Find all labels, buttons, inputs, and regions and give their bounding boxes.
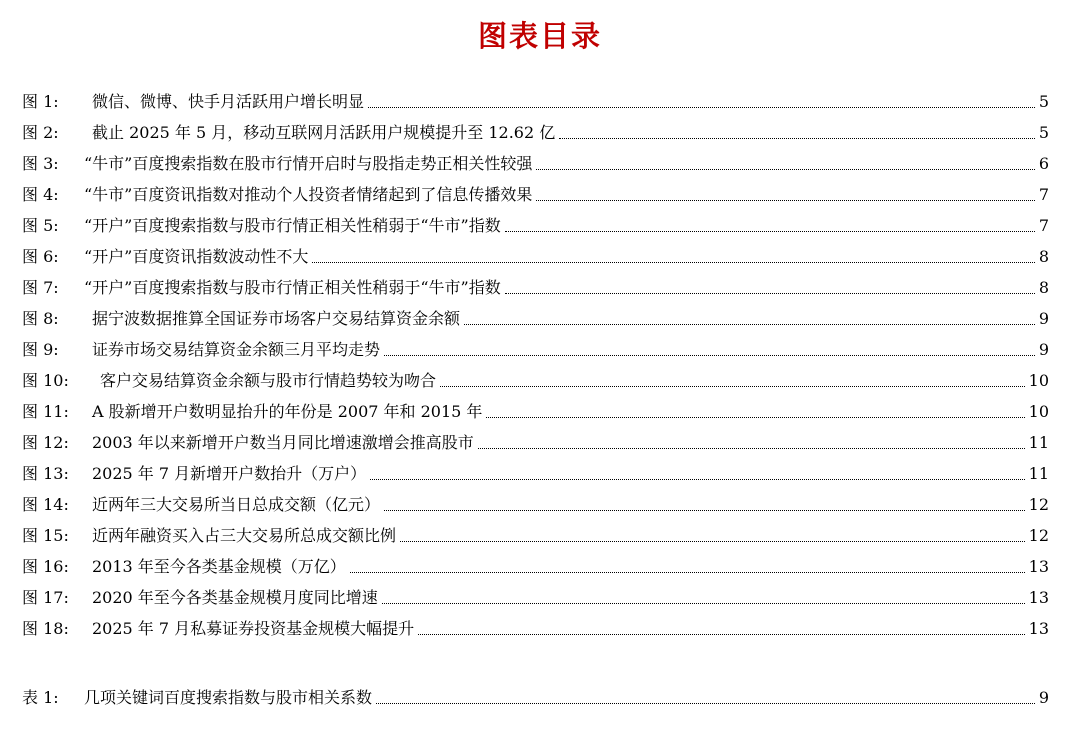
figure-label: 图 2: [22, 123, 59, 142]
page-number: 10 [1028, 402, 1049, 421]
figure-title: 客户交易结算资金余额与股市行情趋势较为吻合 [100, 371, 437, 390]
toc-row-figure-8[interactable] [22, 305, 1049, 333]
dot-leader [418, 633, 1024, 635]
figure-title: 证券市场交易结算资金余额三月平均走势 [92, 340, 381, 359]
page-number: 6 [1038, 154, 1049, 173]
figure-title: A 股新增开户数明显抬升的年份是 2007 年和 2015 年 [92, 402, 483, 421]
dot-leader [312, 261, 1034, 263]
figure-label: 图 16: [22, 557, 69, 576]
figure-label: 图 14: [22, 495, 69, 514]
table-label: 表 1: [22, 688, 59, 707]
toc-row-table-1[interactable] [22, 684, 1049, 712]
page-number: 12 [1028, 526, 1049, 545]
figure-title: 微信、微博、快手月活跃用户增长明显 [92, 92, 365, 111]
toc-row-figure-11[interactable] [22, 398, 1049, 426]
toc-row-figure-5[interactable] [22, 212, 1049, 240]
figure-label: 图 4: [22, 185, 59, 204]
table-title: 几项关键词百度搜索指数与股市相关系数 [84, 688, 373, 707]
toc-row-figure-13[interactable] [22, 460, 1049, 488]
figure-label: 图 5: [22, 216, 59, 235]
dot-leader [440, 385, 1025, 387]
dot-leader [384, 509, 1025, 511]
page-number: 11 [1028, 464, 1049, 483]
figure-title: “开户”百度搜索指数与股市行情正相关性稍弱于“牛市”指数 [84, 278, 501, 297]
figure-label: 图 7: [22, 278, 59, 297]
dot-leader [384, 354, 1035, 356]
figure-title: 2013 年至今各类基金规模（万亿） [92, 557, 346, 576]
toc-row-figure-2[interactable] [22, 119, 1049, 147]
toc-row-figure-6[interactable] [22, 243, 1049, 271]
figure-title: “牛市”百度资讯指数对推动个人投资者情绪起到了信息传播效果 [84, 185, 533, 204]
page-number: 13 [1028, 619, 1049, 638]
page-number: 9 [1038, 309, 1049, 328]
figure-title: 据宁波数据推算全国证券市场客户交易结算资金余额 [92, 309, 461, 328]
page-title: 图表目录 [477, 19, 602, 53]
figure-label: 图 15: [22, 526, 69, 545]
page-number: 5 [1038, 92, 1049, 111]
figure-label: 图 17: [22, 588, 69, 607]
figure-label: 图 11: [22, 402, 69, 421]
page-number: 9 [1038, 688, 1049, 707]
page-number: 9 [1038, 340, 1049, 359]
toc-row-figure-15[interactable] [22, 522, 1049, 550]
toc-row-figure-16[interactable] [22, 553, 1049, 581]
dot-leader [370, 478, 1024, 480]
figure-label: 图 12: [22, 433, 69, 452]
figure-title: “开户”百度资讯指数波动性不大 [84, 247, 309, 266]
page-number: 10 [1028, 371, 1049, 390]
page-number: 7 [1038, 185, 1049, 204]
dot-leader [400, 540, 1025, 542]
figure-label: 图 1: [22, 92, 59, 111]
figure-label: 图 9: [22, 340, 59, 359]
figure-title: 2020 年至今各类基金规模月度同比增速 [92, 588, 378, 607]
toc-row-figure-1[interactable] [22, 88, 1049, 116]
toc-row-figure-10[interactable] [22, 367, 1049, 395]
figure-label: 图 18: [22, 619, 69, 638]
dot-leader [376, 702, 1035, 704]
dot-leader [350, 571, 1025, 573]
figure-title: 截止 2025 年 5 月，移动互联网月活跃用户规模提升至 12.62 亿 [92, 123, 556, 142]
dot-leader [536, 168, 1034, 170]
dot-leader [478, 447, 1025, 449]
toc-row-figure-3[interactable] [22, 150, 1049, 178]
page-number: 7 [1038, 216, 1049, 235]
dot-leader [382, 602, 1025, 604]
toc-row-figure-14[interactable] [22, 491, 1049, 519]
figure-label: 图 3: [22, 154, 59, 173]
dot-leader [559, 137, 1035, 139]
dot-leader [505, 292, 1035, 294]
figure-label: 图 10: [22, 371, 69, 390]
dot-leader [368, 106, 1035, 108]
page-number: 13 [1028, 588, 1049, 607]
figure-title: 2025 年 7 月私募证券投资基金规模大幅提升 [92, 619, 415, 638]
figure-title: 近两年融资买入占三大交易所总成交额比例 [92, 526, 397, 545]
toc-row-figure-12[interactable] [22, 429, 1049, 457]
dot-leader [464, 323, 1035, 325]
toc-row-figure-9[interactable] [22, 336, 1049, 364]
page-number: 12 [1028, 495, 1049, 514]
figure-title: “牛市”百度搜索指数在股市行情开启时与股指走势正相关性较强 [84, 154, 533, 173]
page-number: 5 [1038, 123, 1049, 142]
figure-title: 近两年三大交易所当日总成交额（亿元） [92, 495, 381, 514]
page-number: 8 [1038, 247, 1049, 266]
dot-leader [486, 416, 1024, 418]
toc-row-figure-7[interactable] [22, 274, 1049, 302]
toc-row-figure-17[interactable] [22, 584, 1049, 612]
toc-row-figure-4[interactable] [22, 181, 1049, 209]
page-number: 13 [1028, 557, 1049, 576]
figure-title: “开户”百度搜索指数与股市行情正相关性稍弱于“牛市”指数 [84, 216, 501, 235]
figure-label: 图 13: [22, 464, 69, 483]
figure-title: 2003 年以来新增开户数当月同比增速激增会推高股市 [92, 433, 474, 452]
dot-leader [505, 230, 1035, 232]
toc-row-figure-18[interactable] [22, 615, 1049, 643]
figure-title: 2025 年 7 月新增开户数抬升（万户） [92, 464, 367, 483]
dot-leader [536, 199, 1034, 201]
page-number: 8 [1038, 278, 1049, 297]
page-number: 11 [1028, 433, 1049, 452]
figure-label: 图 8: [22, 309, 59, 328]
figure-label: 图 6: [22, 247, 59, 266]
